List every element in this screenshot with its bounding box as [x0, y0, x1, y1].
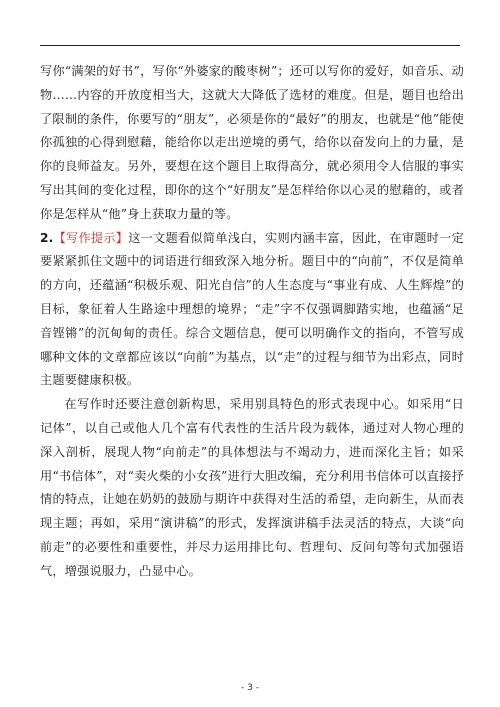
writing-tip-tag: 【写作提示】: [53, 230, 129, 245]
page-number: - 3 -: [241, 683, 259, 693]
item-2: [40, 227, 464, 394]
item-2-text: 这一文题看似简单浅白，实则内涵丰富，因此，在审题时一定要紧紧抓住文题中的词语进行细致深入地分析。题目中的“向前”，不仅是简单的方向，还蕴涵“积极乐观、阳光自信”的人生态度与“事业有成、人生辉煌”的目标，象征着人生路途中理想的境界；“走”字不仅强调脚踏实地，也蕴涵“足音铿锵”的沉甸甸的责任。综合文题信息，便可以明确作文的指向，不管写成哪种文体的文章都应该以“向前”为基点，以“走”的过程与细节为出彩点，同时主题要健康积极。: [40, 230, 464, 388]
document-body: [40, 60, 464, 584]
item-number: 2.: [40, 230, 54, 245]
paragraph-1: 写你“满架的好书”，写你“外婆家的酸枣树”；还可以写你的爱好，如音乐、动物……内容的开放度相当大，这就大大降低了选材的难度。但是，题目也给出了限制的条件，你要写的“朋友”，必须是你的“最好”的朋友，也就是“他”能使你孤独的心得到慰藉，能给你以走出逆境的勇气，给你以奋发向上的力量，是你的良师益友。另外，要想在这个题目上取得高分，就必须用令人信服的事实写出其间的变化过程，即你的这个“好朋友”是怎样给你以心灵的慰藉的，或者你是怎样从“他”身上获取力量的等。: [40, 64, 464, 221]
header-rule: [40, 45, 460, 46]
paragraph-3: 在写作时还要注意创新构思，采用别具特色的形式表现中心。如采用“日记体”，以自己或他人几个富有代表性的生活片段为载体，通过对人物心理的深入剖析，展现人物“向前走”的具体想法与不竭动力，进而深化主旨；如采用“书信体”，对“卖火柴的小女孩”进行大胆改编，充分利用书信体可以直接抒情的特点，让她在奶奶的鼓励与期许中获得对生活的希望，走向新生，从而表现主题；再如，采用“演讲稿”的形式，发挥演讲稿手法灵活的特点，大谈“向前走”的必要性和重要性，并尽力运用排比句、哲理句、反问句等句式加强语气，增强说服力，凸显中心。: [40, 397, 464, 578]
